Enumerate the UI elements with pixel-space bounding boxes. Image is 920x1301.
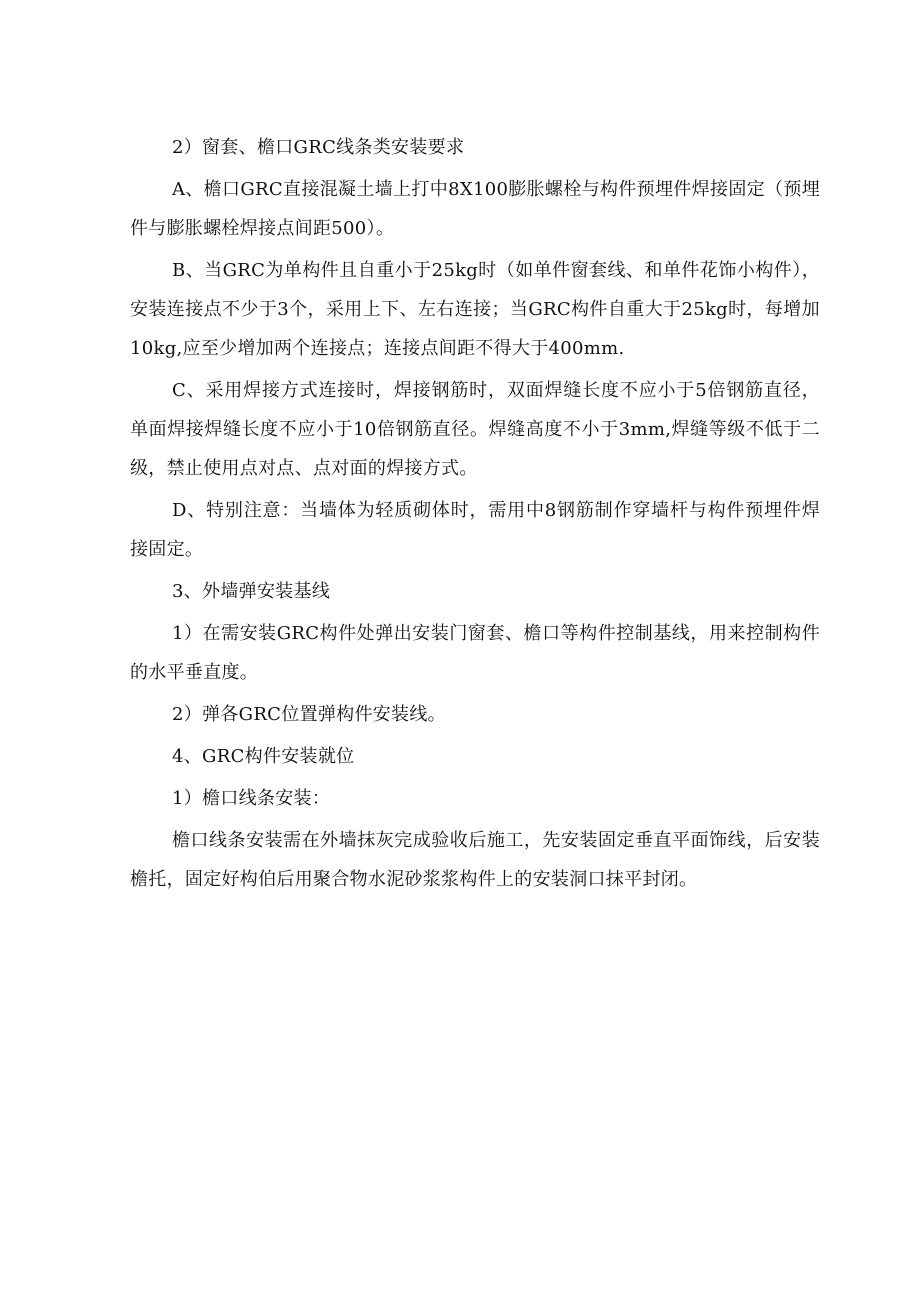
document-body [130, 128, 820, 899]
heading-component-installation: 4、GRC构件安装就位 [172, 746, 355, 767]
subheading-eave-line-installation: 1）檐口线条安装： [172, 788, 331, 809]
paragraph-a-eave-fixing: A、檐口GRC直接混凝土墙上打中8X100膨胀螺栓与构件预埋件焊接固定（预埋件与膨胀螺栓焊接点间距500）。 [130, 179, 820, 239]
paragraph-b-connection-points: B、当GRC为单构件且自重小于25kg时（如单件窗套线、和单件花饰小构件），安装连接点不少于3个，采用上下、左右连接；当GRC构件自重大于25kg时，每增加10kg,应至少增加两个连接点；连接点间距不得大于400mm. [130, 260, 820, 359]
heading-baseline: 3、外墙弹安装基线 [172, 581, 331, 602]
paragraph-c-welding: C、采用焊接方式连接时，焊接钢筋时，双面焊缝长度不应小于5倍钢筋直径，单面焊接焊缝长度不应小于10倍钢筋直径。焊缝高度不小于3mm,焊缝等级不低于二级，禁止使用点对点、点对面的焊接方式。 [130, 380, 820, 479]
heading-window-eave-requirements: 2）窗套、檐口GRC线条类安装要求 [172, 137, 465, 158]
paragraph-eave-line-installation: 檐口线条安装需在外墙抹灰完成验收后施工，先安装固定垂直平面饰线，后安装檐托，固定好构伯后用聚合物水泥砂浆浆构件上的安装洞口抹平封闭。 [130, 830, 820, 890]
paragraph-d-special-note: D、特别注意：当墙体为轻质砌体时，需用中8钢筋制作穿墙杆与构件预埋件焊接固定。 [130, 500, 820, 560]
paragraph-baseline-1: 1）在需安装GRC构件处弹出安装门窗套、檐口等构件控制基线，用来控制构件的水平垂直度。 [130, 623, 820, 683]
paragraph-baseline-2: 2）弹各GRC位置弹构件安装线。 [172, 704, 446, 725]
